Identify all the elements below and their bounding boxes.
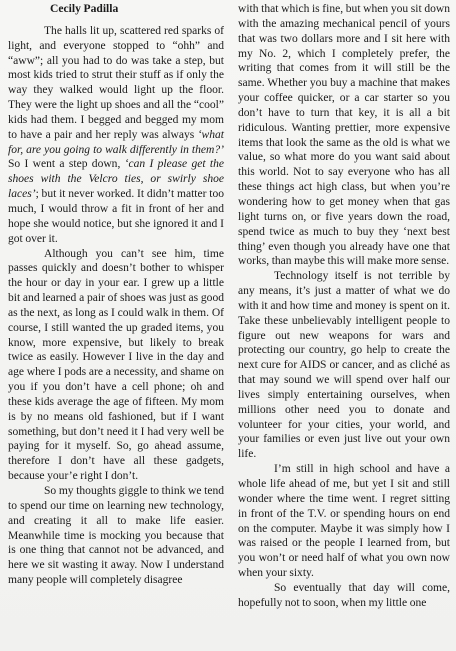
right-column xyxy=(238,2,450,611)
paragraph-thoughts-giggle: So my thoughts giggle to think we tend to spend our time on learning new technology, and creating it all to make life easier. Meanwhile time is mocking you because that is one thing that cannot not be advanced, and here we sit wasting it away. Now I understand many people will completely disagree xyxy=(8,485,224,587)
author-byline: Cecily Padilla xyxy=(50,2,119,15)
italic-quote: ‘can I please get the shoes with the Velcro ties, or swirly shoe laces’ xyxy=(8,158,224,201)
text-run: ; but it never worked. It didn’t matter too much, I would throw a fit in front of her and hope she would notice, but she ignored it and I got over it. xyxy=(8,188,224,245)
text-run: So I went a step down, xyxy=(8,158,125,171)
left-column xyxy=(8,2,224,588)
text-run: The halls lit up, scattered red sparks of light, and everyone stopped to “ohh” and “aww”; all you had to do was take a step, but most kids tried to strut their stuff as if only the way they walked would light up the floor. They were the light up shoes and all the “cool” kids had them. I begged and begged my mom to have a pair and her reply was always xyxy=(8,24,224,141)
paragraph-high-school: I’m still in high school and have a whole life ahead of me, but yet I sit and still wonder where the time went. I regret sitting in front of the T.V. or spending hours on end on the computer. Maybe it was simply how I was raised or the people I learned from, but you won’t or need half of what you own now when your sixty. xyxy=(238,463,450,580)
paragraph-eventually: So eventually that day will come, hopefully not to soon, when my little one xyxy=(238,581,450,609)
paragraph-light-up-shoes xyxy=(8,24,224,247)
paragraph-mechanical-pencil: with that which is fine, but when you sit down with the amazing mechanical pencil of yours that was two dollars more and I sit here with my No. 2, which I completely prefer, the writing that comes from it will still be the same. Whether you buy a machine that makes your coffee quicker, or a car starter so you don’t have to turn that key, it is all a bit ridiculous. Wanting prettier, more expensive items that look the same as the old is what we value, so what more do you want said about this world. Not to say everyone who has all these things act high class, but when you’re wondering how to get money when that gas light turns on, or five years down the road, spend twice as much to buy they ‘next best thing’ even though you already have one that works, than maybe this will make more sense. xyxy=(238,3,450,268)
italic-quote: ‘what for, are you going to walk differently in them?’ xyxy=(8,128,224,156)
paragraph-time-passes: Although you can’t see him, time passes quickly and doesn’t bother to whisper the hour or day in your ear. I grew up a little bit and learned a pair of shoes was just as good as the next, as long as I could walk in them. Of course, I still wanted the up graded items, you know, more expensive, but likely to break twice as easily. However I live in the day and age where I pods are a necessity, and shame on you if you don’t have a cell phone; oh and these kids average the age of fifteen. My mom is by no means old fashioned, but if I want something, but don’t need it I had very well be paying for it myself. So, go ahead assume, therefore I don’t have all these gadgets, because your’e right I don’t. xyxy=(8,247,224,483)
paragraph-technology-itself: Technology itself is not terrible by any means, it’s just a matter of what we do with it and how time and money is spent on it. Take these unbelievably intelligent people to figure out new weapons for wars and protecting our country, go help to create the next cure for AIDS or cancer, and as cliché as that may sound we will spend over half our lives simply entertaining ourselves, when millions other need you to donate and volunteer for your cities, your world, and your families or even just live out your own life. xyxy=(238,270,450,461)
